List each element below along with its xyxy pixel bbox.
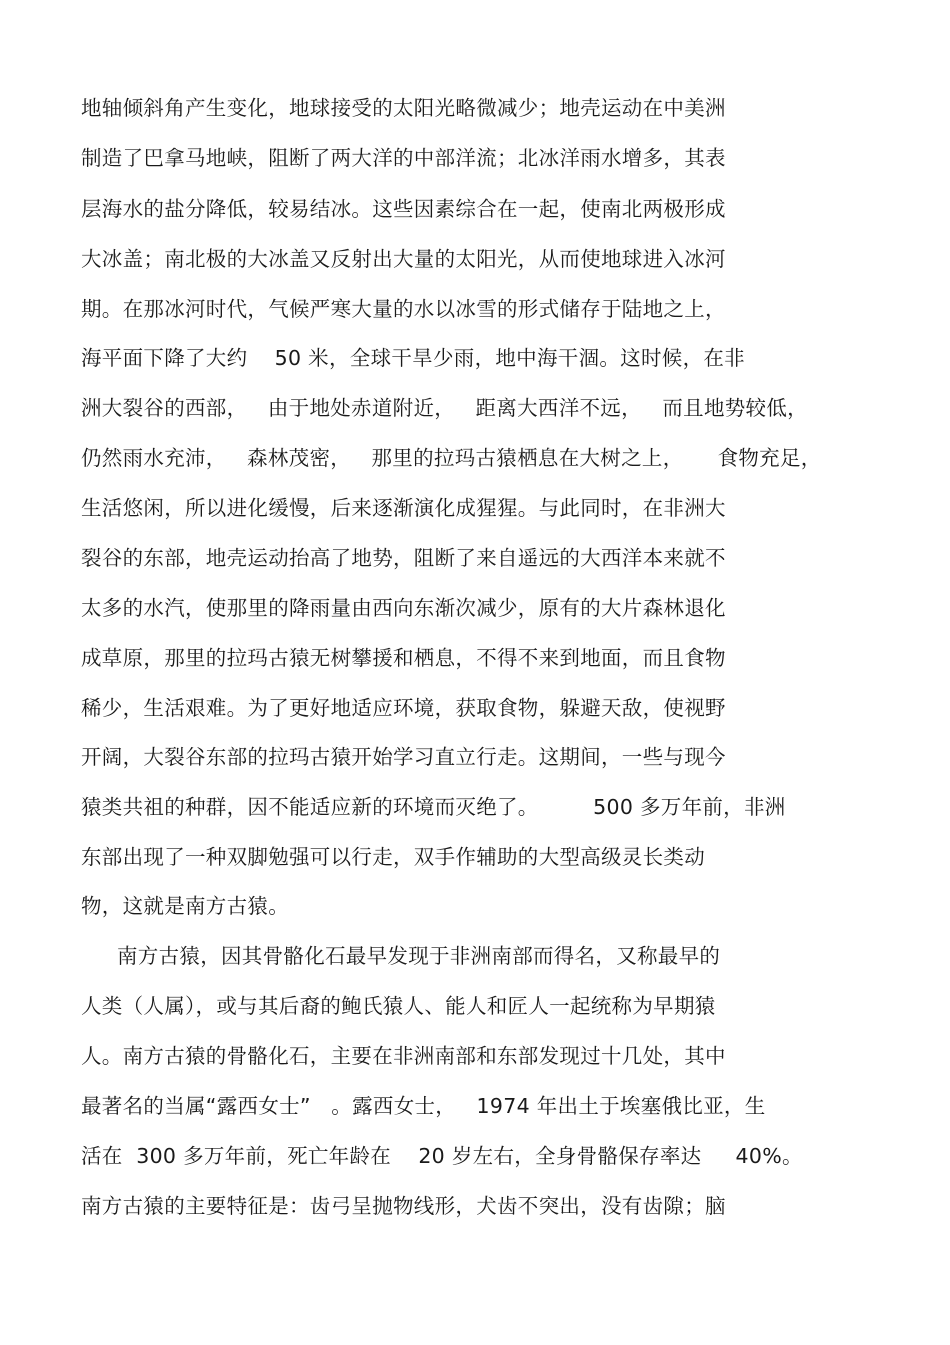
text-line: 大冰盖；南北极的大冰盖又反射出大量的太阳光，从而使地球进入冰河 <box>81 247 726 271</box>
text-line: 南方古猿的主要特征是：齿弓呈抛物线形，犬齿不突出，没有齿隙；脑 <box>81 1194 726 1218</box>
text-line: 生活悠闲，所以进化缓慢，后来逐渐演化成猩猩。与此同时，在非洲大 <box>81 496 726 520</box>
text-line: 层海水的盐分降低，较易结冰。这些因素综合在一起，使南北两极形成 <box>81 197 726 221</box>
text-line: 活在 300 多万年前，死亡年龄在 20 岁左右，全身骨骼保存率达 40%。 <box>81 1144 803 1168</box>
text-line: 制造了巴拿马地峡，阻断了两大洋的中部洋流；北冰洋雨水增多，其表 <box>81 146 726 170</box>
text-line: 东部出现了一种双脚勉强可以行走，双手作辅助的大型高级灵长类动 <box>81 845 705 869</box>
text-line: 成草原，那里的拉玛古猿无树攀援和栖息，不得不来到地面，而且食物 <box>81 646 726 670</box>
paragraph-first-line: 南方古猿，因其骨骼化石最早发现于非洲南部而得名，又称最早的 <box>117 944 721 968</box>
text-line: 最著名的当属“露西女士” 。露西女士， 1974 年出土于埃塞俄比亚，生 <box>81 1094 766 1118</box>
text-line: 人类（人属），或与其后裔的鲍氏猿人、能人和匠人一起统称为早期猿 <box>81 994 716 1018</box>
text-line: 地轴倾斜角产生变化，地球接受的太阳光略微减少；地壳运动在中美洲 <box>81 96 726 120</box>
text-line: 裂谷的东部，地壳运动抬高了地势，阻断了来自遥远的大西洋本来就不 <box>81 546 726 570</box>
text-line: 仍然雨水充沛， 森林茂密， 那里的拉玛古猿栖息在大树之上， 食物充足， <box>81 446 822 470</box>
text-line: 物，这就是南方古猿。 <box>81 894 289 918</box>
text-line: 稀少，生活艰难。为了更好地适应环境，获取食物，躲避天敌，使视野 <box>81 696 726 720</box>
text-line: 猿类共祖的种群，因不能适应新的环境而灭绝了。 500 多万年前，非洲 <box>81 795 786 819</box>
text-line: 海平面下降了大约 50 米，全球干旱少雨，地中海干涸。这时候，在非 <box>81 346 745 370</box>
text-line: 太多的水汽，使那里的降雨量由西向东渐次减少，原有的大片森林退化 <box>81 596 726 620</box>
text-line: 洲大裂谷的西部， 由于地处赤道附近， 距离大西洋不远， 而且地势较低， <box>81 396 808 420</box>
text-line: 开阔，大裂谷东部的拉玛古猿开始学习直立行走。这期间，一些与现今 <box>81 745 726 769</box>
text-line: 人。南方古猿的骨骼化石，主要在非洲南部和东部发现过十几处，其中 <box>81 1044 726 1068</box>
text-line: 期。在那冰河时代，气候严寒大量的水以冰雪的形式储存于陆地之上， <box>81 297 726 321</box>
